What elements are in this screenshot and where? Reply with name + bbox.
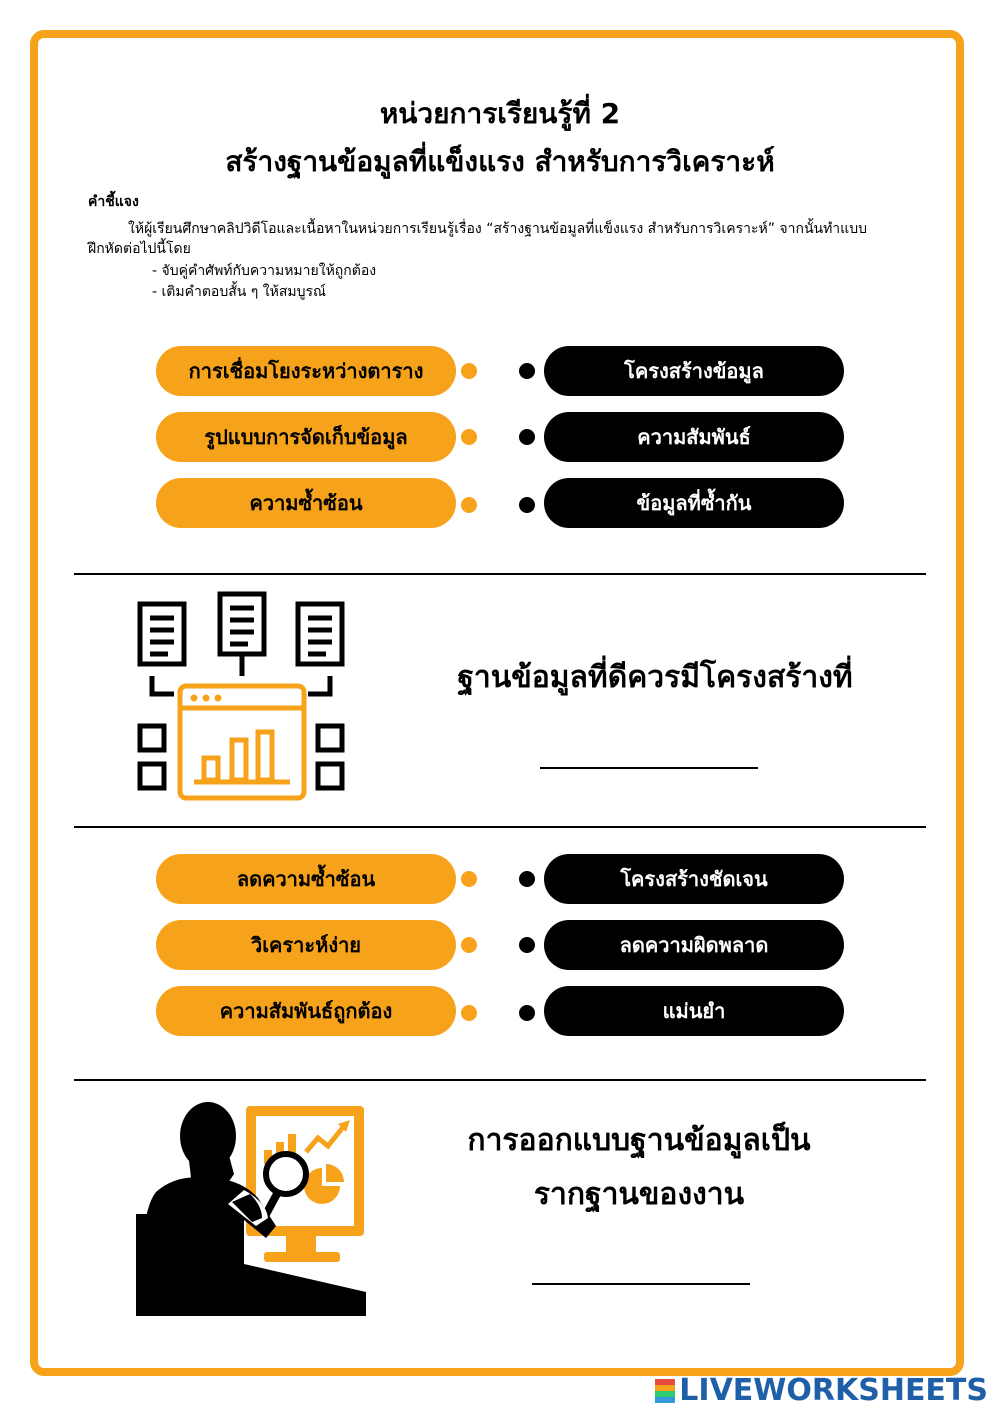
match1-right-connector-3[interactable] xyxy=(519,497,535,513)
match1-meaning-1[interactable]: โครงสร้างข้อมูล xyxy=(544,346,844,396)
liveworksheets-logo-icon xyxy=(655,1379,675,1403)
match2-meaning-2[interactable]: ลดความผิดพลาด xyxy=(544,920,844,970)
match2-term-2[interactable]: วิเคราะห์ง่าย xyxy=(156,920,456,970)
section-divider xyxy=(74,573,926,575)
unit-subtitle: สร้างฐานข้อมูลที่แข็งแรง สำหรับการวิเคราะห์ xyxy=(225,145,775,178)
match1-term-1[interactable]: การเชื่อมโยงระหว่างตาราง xyxy=(156,346,456,396)
match2-left-connector-2[interactable] xyxy=(461,937,477,953)
answer-blank-1[interactable] xyxy=(540,767,758,769)
liveworksheets-wordmark: LIVEWORKSHEETS xyxy=(679,1373,988,1408)
match1-left-connector-2[interactable] xyxy=(461,429,477,445)
question-2-text xyxy=(404,1114,874,1222)
match1-left-connector-1[interactable] xyxy=(461,363,477,379)
question-1-text: ฐานข้อมูลที่ดีควรมีโครงสร้างที่ xyxy=(457,660,853,695)
match1-left-connector-3[interactable] xyxy=(461,497,477,513)
instruction-bullet-fill: - เติมคำตอบสั้น ๆ ให้สมบูรณ์ xyxy=(152,284,326,300)
match1-right-connector-2[interactable] xyxy=(519,429,535,445)
match2-right-connector-2[interactable] xyxy=(519,937,535,953)
data-analyst-icon xyxy=(136,1094,372,1316)
section-divider xyxy=(74,826,926,828)
match1-term-2[interactable]: รูปแบบการจัดเก็บข้อมูล xyxy=(156,412,456,462)
match1-meaning-3[interactable]: ข้อมูลที่ซ้ำกัน xyxy=(544,478,844,528)
instructions-body xyxy=(88,219,888,259)
match2-meaning-1[interactable]: โครงสร้างชัดเจน xyxy=(544,854,844,904)
question-2-line-1: การออกแบบฐานข้อมูลเป็น xyxy=(467,1123,811,1158)
match1-term-3[interactable]: ความซ้ำซ้อน xyxy=(156,478,456,528)
match2-meaning-3[interactable]: แม่นยำ xyxy=(544,986,844,1036)
answer-blank-2[interactable] xyxy=(532,1283,750,1285)
instructions-text: ให้ผู้เรียนศึกษาคลิปวิดีโอและเนื้อหาในหน่วยการเรียนรู้เรื่อง “สร้างฐานข้อมูลที่แข็งแรง สำหรับการวิเคราะห์” จากนั้นทำแบบฝึกหัดต่อไปนี้โดย xyxy=(88,221,867,257)
match2-term-1[interactable]: ลดความซ้ำซ้อน xyxy=(156,854,456,904)
unit-title: หน่วยการเรียนรู้ที่ 2 xyxy=(379,97,621,130)
instructions-heading: คำชี้แจง xyxy=(88,194,139,210)
liveworksheets-logo xyxy=(655,1373,988,1408)
match1-meaning-2[interactable]: ความสัมพันธ์ xyxy=(544,412,844,462)
match1-right-connector-1[interactable] xyxy=(519,363,535,379)
match2-right-connector-1[interactable] xyxy=(519,871,535,887)
match2-right-connector-3[interactable] xyxy=(519,1005,535,1021)
match2-term-3[interactable]: ความสัมพันธ์ถูกต้อง xyxy=(156,986,456,1036)
database-structure-icon xyxy=(134,590,354,802)
match2-left-connector-3[interactable] xyxy=(461,1005,477,1021)
instruction-bullet-match: - จับคู่คำศัพท์กับความหมายให้ถูกต้อง xyxy=(152,263,377,279)
question-2-line-2: รากฐานของงาน xyxy=(533,1177,745,1212)
match2-left-connector-1[interactable] xyxy=(461,871,477,887)
section-divider xyxy=(74,1079,926,1081)
